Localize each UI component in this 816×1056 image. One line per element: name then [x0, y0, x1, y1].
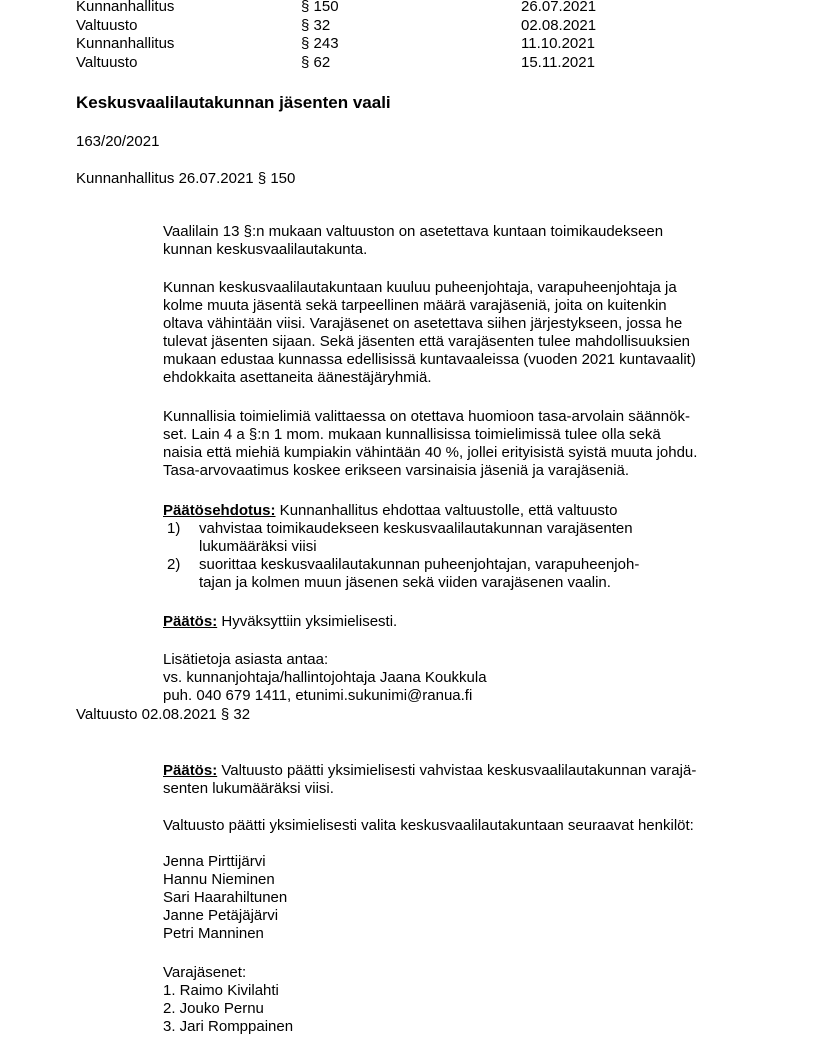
text-line: vs. kunnanjohtaja/hallintojohtaja Jaana Koukkula — [163, 669, 487, 686]
list-item: Jenna Pirttijärvi — [163, 853, 266, 870]
page-title: Keskusvaalilautakunnan jäsenten vaali — [76, 93, 391, 112]
text-line: oltava vähintään viisi. Varajäsenet on asetettava siihen järjestykseen, jossa he — [163, 315, 683, 332]
list-item: 2. Jouko Pernu — [163, 1000, 264, 1017]
proposal-label: Päätösehdotus: — [163, 502, 276, 519]
history-section: § 150 — [301, 0, 339, 15]
history-section: § 243 — [301, 35, 339, 52]
text-line: tajan ja kolmen muun jäsenen sekä viiden varajäsenen vaalin. — [199, 574, 611, 591]
history-body: Kunnanhallitus — [76, 0, 175, 15]
decision-board — [163, 613, 743, 631]
list-item: 1. Raimo Kivilahti — [163, 982, 279, 999]
decision-label: Päätös: — [163, 762, 218, 779]
decision-text: Hyväksyttiin yksimielisesti. — [217, 613, 398, 630]
history-body: Valtuusto — [76, 16, 138, 34]
history-date: 15.11.2021 — [521, 53, 595, 71]
text-line: senten lukumääräksi viisi. — [163, 780, 334, 797]
history-date: 11.10.2021 — [521, 35, 595, 52]
text-line: Kunnan keskusvaalilautakuntaan kuuluu puheenjohtaja, varapuheenjohtaja ja — [163, 279, 677, 296]
history-section: § 62 — [301, 53, 331, 71]
text-line: kolme muuta jäsentä sekä tarpeellinen määrä varajäseniä, joita on kuitenkin — [163, 297, 667, 314]
text-line: puh. 040 679 1411, etunimi.sukunimi@ranua.fi — [163, 687, 473, 704]
text-line: tulevat jäsenten sijaan. Sekä jäsenten että varajäsenten tulee mahdollisuuksien — [163, 333, 691, 350]
members-list — [163, 853, 743, 943]
list-item: Sari Haarahiltunen — [163, 889, 288, 906]
paragraph-intro — [163, 223, 743, 259]
list-item: Petri Manninen — [163, 925, 264, 942]
text-line: Tasa-arvovaatimus koskee erikseen varsinaisia jäseniä ja varajäseniä. — [163, 462, 630, 479]
decision-council — [163, 762, 743, 798]
proposal — [163, 502, 743, 592]
text-line: Lisätietoja asiasta antaa: — [163, 651, 329, 668]
history-date: 02.08.2021 — [521, 16, 597, 34]
decision-label: Päätös: — [163, 613, 218, 630]
text-line: vahvistaa toimikaudekseen keskusvaalilautakunnan varajäsenten — [199, 520, 633, 537]
text-line: suorittaa keskusvaalilautakunnan puheenjohtajan, varapuheenjoh- — [199, 556, 640, 573]
paragraph-equality — [163, 408, 743, 480]
deputies-heading: Varajäsenet: — [163, 964, 247, 981]
list-item: Hannu Nieminen — [163, 871, 275, 888]
history-section: § 32 — [301, 16, 331, 34]
history-date: 26.07.2021 — [521, 0, 597, 15]
meeting-heading-board: Kunnanhallitus 26.07.2021 § 150 — [76, 170, 296, 187]
contact-info — [163, 651, 743, 705]
text-line: ehdokkaita asettaneita äänestäjäryhmiä. — [163, 369, 432, 386]
paragraph-composition — [163, 279, 743, 387]
text-line: set. Lain 4 a §:n 1 mom. mukaan kunnallisissa toimielimissä tulee olla sekä — [163, 426, 661, 443]
history-body: Valtuusto — [76, 53, 138, 71]
history-body: Kunnanhallitus — [76, 35, 175, 52]
item-number: 1) — [167, 520, 181, 537]
text-line: Vaalilain 13 §:n mukaan valtuuston on asetettava kuntaan toimikaudekseen — [163, 223, 664, 240]
reference-number: 163/20/2021 — [76, 133, 160, 150]
text-line: kunnan keskusvaalilautakunta. — [163, 241, 368, 258]
item-number: 2) — [167, 556, 181, 573]
proposal-text: Kunnanhallitus ehdottaa valtuustolle, että valtuusto — [275, 502, 618, 519]
text-line: Valtuusto päätti yksimielisesti vahvistaa keskusvaalilautakunnan varajä- — [217, 762, 697, 779]
text-line: lukumääräksi viisi — [199, 538, 317, 555]
proposal-item — [163, 520, 743, 556]
meeting-heading-council: Valtuusto 02.08.2021 § 32 — [76, 706, 251, 723]
text-line: Kunnallisia toimielimiä valittaessa on otettava huomioon tasa-arvolain säännök- — [163, 408, 690, 425]
text-line: mukaan edustaa kunnassa edellisissä kuntavaaleissa (vuoden 2021 kuntavaalit) — [163, 351, 696, 368]
election-text: Valtuusto päätti yksimielisesti valita keskusvaalilautakuntaan seuraavat henkilöt: — [163, 817, 694, 834]
list-item: 3. Jari Romppainen — [163, 1018, 294, 1035]
deputies-list — [163, 964, 743, 1036]
proposal-item — [163, 556, 743, 592]
list-item: Janne Petäjäjärvi — [163, 907, 279, 924]
text-line: naisia että miehiä kumpiakin vähintään 40 %, jollei erityisistä syistä muuta johdu. — [163, 444, 698, 461]
